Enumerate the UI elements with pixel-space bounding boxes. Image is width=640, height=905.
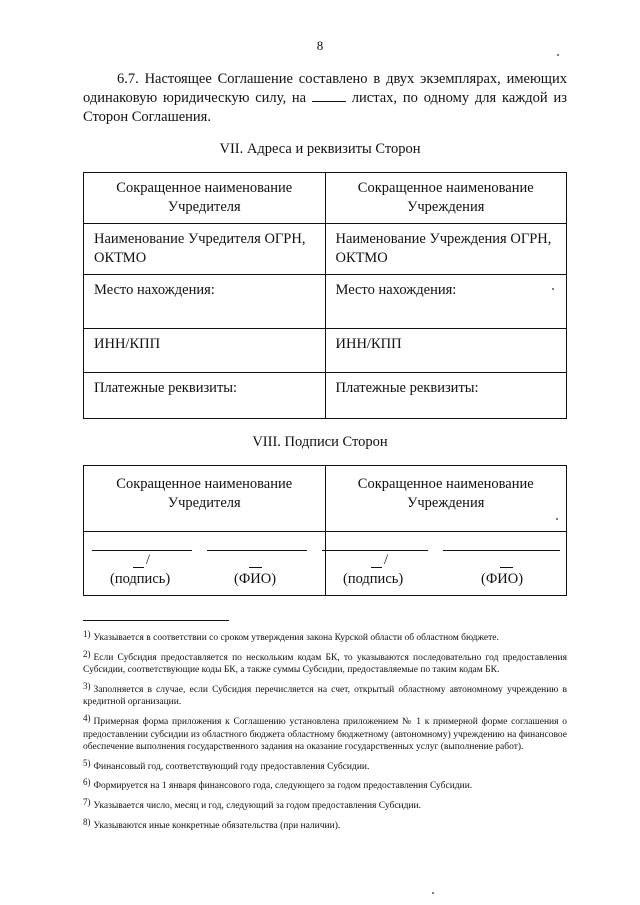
institution-short-name-cell: Сокращенное наименование Учреждения [325,173,567,224]
founder-signature-short-line [133,567,144,568]
table-row [84,466,567,532]
founder-payment-cell: Платежные реквизиты: [84,373,326,419]
footnote-2: $^{2)}$ Если Субсидия предоставляется по нескольким кодам БК, то указываются последовательно год предоставления Субсидии, соответствующие коды БК, а также суммы Субсидии, предоставляемые по таким кодам БК. [83,648,567,676]
founder-location-cell: Место нахождения: [84,275,326,329]
signature-institution-header: Сокращенное наименование Учреждения [325,466,567,532]
page-number: 8 [316,38,324,53]
founder-signature-label: (подпись) [110,571,171,587]
table-row [84,373,567,419]
founder-signature-line [92,550,192,551]
scan-speck [432,892,434,894]
clause-text-part1: 6.7. Настоящее Соглашение составлено в двух экземплярах, имеющих одинаковую юридическую силу, на [83,71,567,106]
table-row [84,224,567,275]
scan-speck [552,288,554,290]
section-8-title: VIII. Подписи Сторон [252,434,388,450]
footnote-1: $^{1)}$ Указывается в соответствии со сроком утверждения закона Курской области об областном бюджете. [83,629,499,643]
institution-fio-line [443,550,560,551]
institution-inn-cell: ИНН/КПП [325,329,567,373]
footnote-5: $^{5)}$ Финансовый год, соответствующий году предоставления Субсидии. [83,757,370,772]
institution-signature-line [322,550,428,551]
founder-slash: / [146,552,151,568]
scan-speck [557,54,559,56]
founder-inn-cell: ИНН/КПП [84,329,326,373]
table-row [84,173,567,224]
institution-fio-label: (ФИО) [481,571,524,587]
scan-speck [556,518,558,520]
signature-founder-header: Сокращенное наименование Учредителя [84,466,326,532]
footnote-3: $^{3)}$ Заполняется в случае, если Субсидия перечисляется на счет, открытый областному автономному учреждению в кредитной организации. [83,680,567,708]
clause-text-part2: листах, по одному для каждой из Сторон Соглашения. [83,90,567,125]
table-row [84,329,567,373]
institution-signature-label: (подпись) [343,571,404,587]
founder-fio-line [207,550,307,551]
founder-fio-label: (ФИО) [234,571,277,587]
clause-6-7 [83,70,567,127]
founder-fio-short-line [249,567,262,568]
institution-slash: / [384,552,389,568]
footnote-separator [83,620,229,621]
requisites-table [83,172,567,419]
footnotes [83,628,567,835]
institution-signature-short-line [371,567,382,568]
founder-short-name-cell: Сокращенное наименование Учредителя [84,173,326,224]
footnote-4: $^{4)}$ Примерная форма приложения к Соглашению установлена приложением № 1 к примерной форме соглашения о предоставлении субсидии из областного бюджета областному бюджетному (автономному) учреждению на финансовое обеспечение выполнения государственного задания на оказание государственных услуг (выполнение работ). [83,712,567,753]
founder-name-ogrn-cell: Наименование Учредителя ОГРН, ОКТМО [84,224,326,275]
institution-payment-cell: Платежные реквизиты: [325,373,567,419]
institution-location-cell: Место нахождения: [325,275,567,329]
footnote-7: $^{7)}$ Указывается число, месяц и год, следующий за годом предоставления Субсидии. [83,796,422,811]
sheet-count-blank [312,89,346,102]
section-7-title: VII. Адреса и реквизиты Сторон [219,141,421,157]
institution-name-ogrn-cell: Наименование Учреждения ОГРН, ОКТМО [325,224,567,275]
footnote-8: $^{8)}$ Указываются иные конкретные обязательства (при наличии). [83,816,341,831]
institution-fio-short-line [500,567,513,568]
table-row [84,275,567,329]
footnote-6: $^{6)}$ Формируется на 1 января финансового года, следующего за годом предоставления Субсидии. [83,777,473,792]
